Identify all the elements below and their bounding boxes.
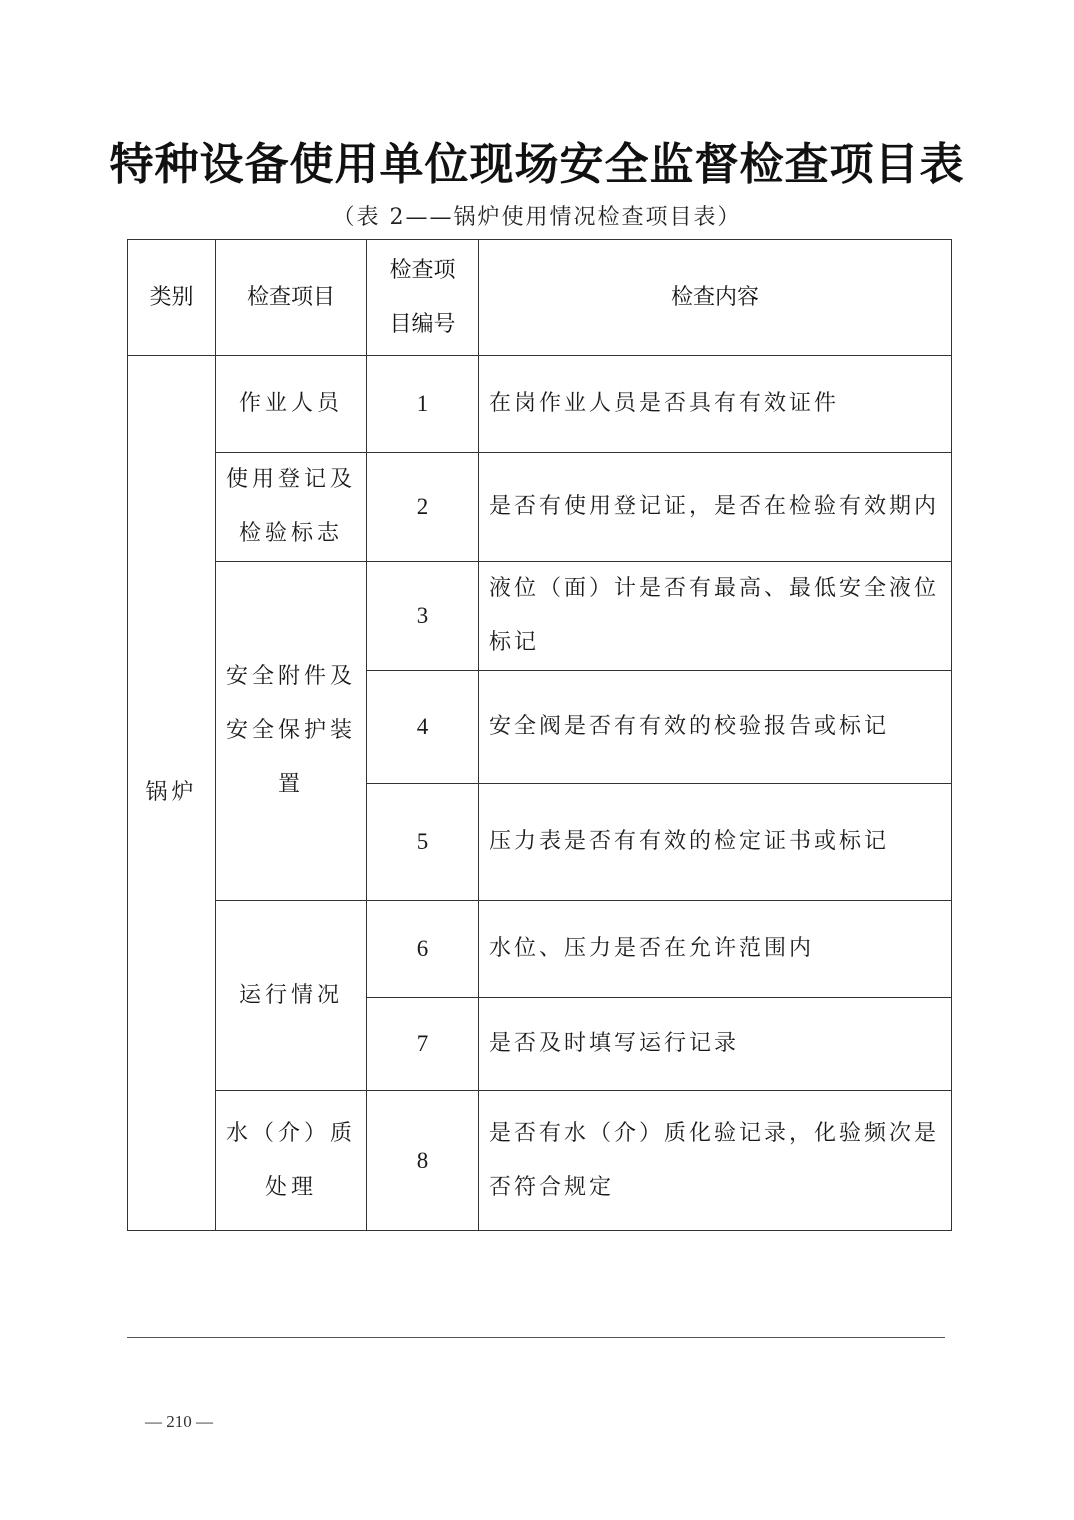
content-cell: 是否有水（介）质化验记录，化验频次是否符合规定 [479,1091,952,1231]
header-item: 检查项目 [216,240,367,356]
item-cell: 作业人员 [216,356,367,453]
table-row [128,562,952,671]
page-title: 特种设备使用单位现场安全监督检查项目表 [109,139,965,190]
content-cell: 是否及时填写运行记录 [479,998,952,1091]
page-number: — 210 — [145,1412,213,1431]
header-category: 类别 [128,240,216,356]
table-row [128,901,952,998]
item-cell: 安全附件及安全保护装置 [216,562,367,901]
table-row [128,453,952,562]
item-cell: 运行情况 [216,901,367,1091]
number-cell: 6 [367,901,479,998]
content-cell: 是否有使用登记证，是否在检验有效期内 [479,453,952,562]
inspection-table [127,239,952,1231]
item-cell: 使用登记及检验标志 [216,453,367,562]
content-cell: 在岗作业人员是否具有有效证件 [479,356,952,453]
number-cell: 8 [367,1091,479,1231]
content-cell: 水位、压力是否在允许范围内 [479,901,952,998]
header-number-line1: 检查项 [389,257,456,283]
header-content: 检查内容 [479,240,952,356]
footer-divider [127,1337,945,1338]
number-cell: 2 [367,453,479,562]
number-cell: 1 [367,356,479,453]
number-cell: 4 [367,671,479,784]
header-number-line2: 目编号 [389,311,456,337]
number-cell: 3 [367,562,479,671]
number-cell: 5 [367,784,479,901]
header-number [367,240,479,356]
content-cell: 安全阀是否有有效的校验报告或标记 [479,671,952,784]
table-row [128,1091,952,1231]
content-cell: 液位（面）计是否有最高、最低安全液位标记 [479,562,952,671]
table-row [128,356,952,453]
number-cell: 7 [367,998,479,1091]
content-cell: 压力表是否有有效的检定证书或标记 [479,784,952,901]
item-cell: 水（介）质处理 [216,1091,367,1231]
category-cell: 锅炉 [128,356,216,1231]
table-header-row [128,240,952,356]
table-subtitle: （表 2——锅炉使用情况检查项目表） [332,205,742,230]
